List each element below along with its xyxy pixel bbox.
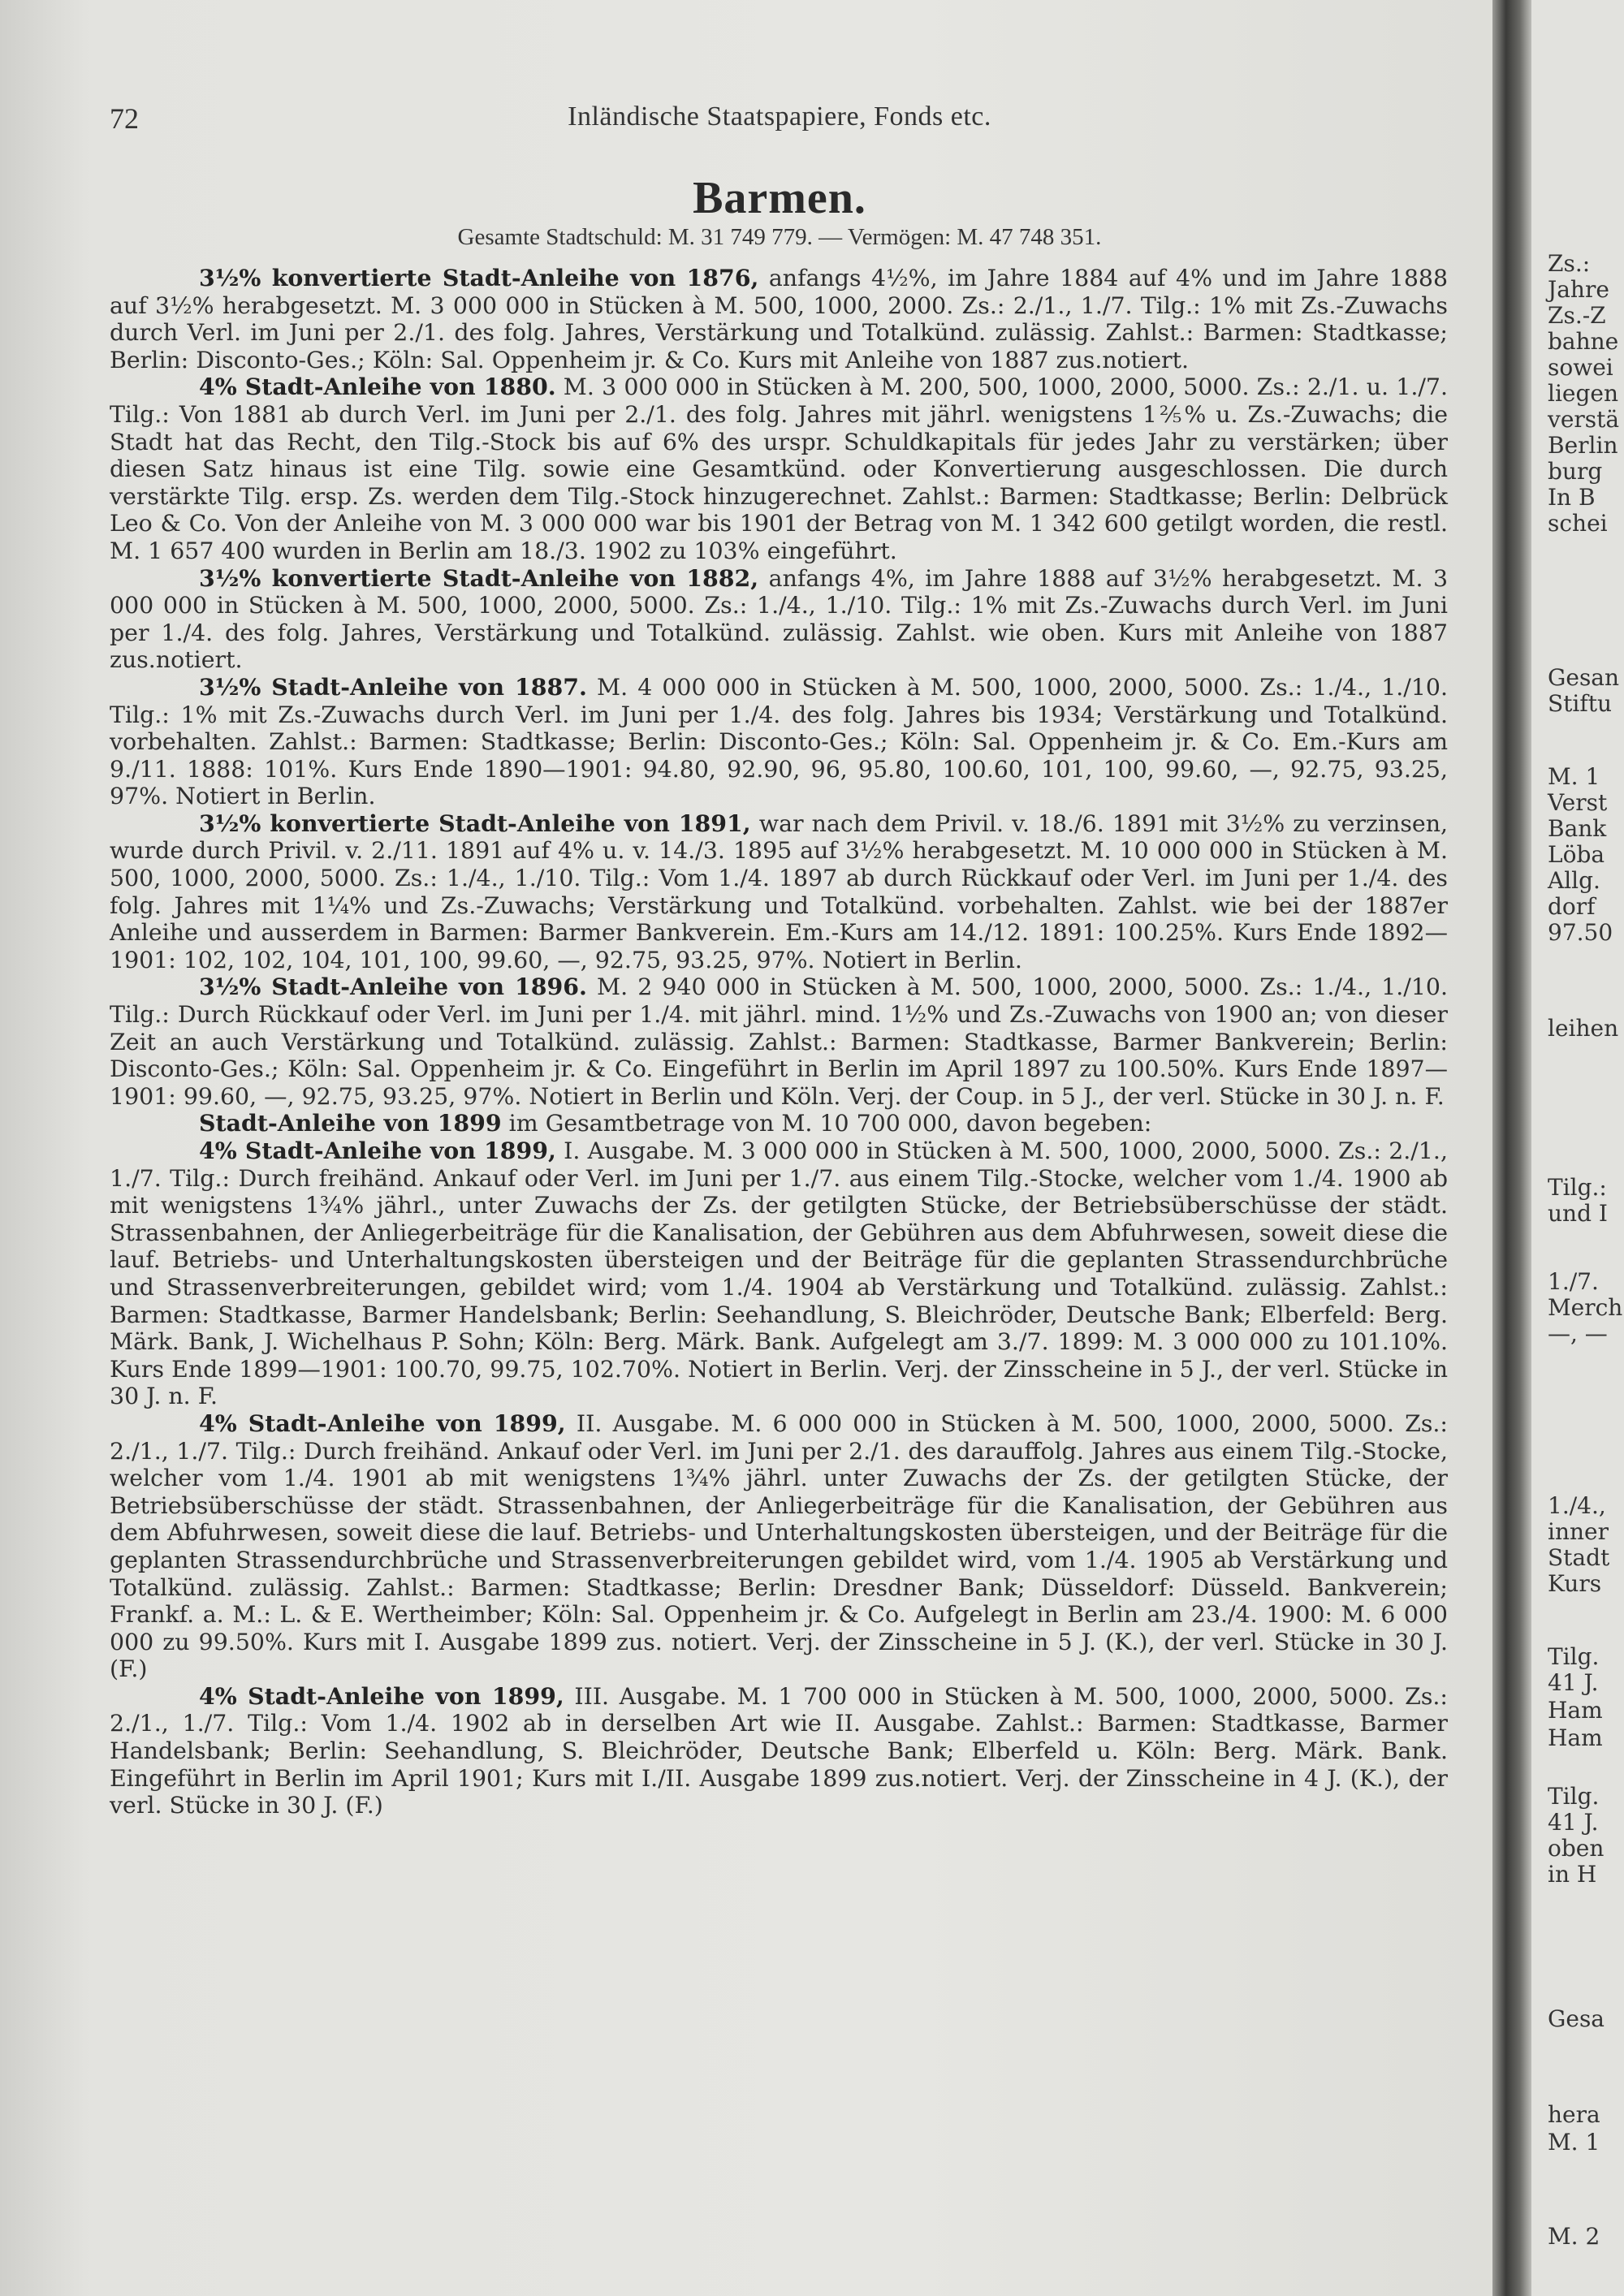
adjacent-fragment: 41 J.: [1548, 1809, 1599, 1836]
adjacent-fragment: sowei: [1548, 354, 1613, 381]
adjacent-fragment: Jahre: [1548, 276, 1609, 303]
paragraph: [110, 265, 1448, 373]
paragraph-text: M. 3 000 000 in Stücken à M. 200, 500, 1000, 2000, 5000. Zs.: 2./1. u. 1./7. Tilg.: Von 1881 ab durch Verl. im Juni per 2./1. des folg. Jahres mit jährl. wenigstens 1⅖% u. Zs.-Zuwachs; die Stadt hat das Recht, den Tilg.-Stock bis auf 6% des urspr. Schuldkapitals für jedes Jahr zu verstärken; über diesen Satz hinaus ist eine Tilg. sowie eine Gesamtkünd. oder Konvertierung ausgeschlossen. Die durch verstärkte Tilg. ersp. Zs. werden dem Tilg.-Stock hinzugerechnet. Zahlst.: Barmen: Stadtkasse; Berlin: Delbrück Leo & Co. Von der Anleihe von M. 3 000 000 war bis 1901 der Betrag von M. 1 342 600 getilgt worden, die restl. M. 1 657 400 wurden in Berlin am 18./3. 1902 zu 103% eingeführt.: [110, 373, 1448, 564]
adjacent-fragment: hera: [1548, 2101, 1600, 2128]
adjacent-fragment: Tilg.: [1548, 1643, 1600, 1670]
adjacent-fragment: Zs.-Z: [1548, 302, 1606, 329]
paragraph-heading: 4% Stadt-Anleihe von 1899,: [199, 1137, 556, 1164]
adjacent-fragment: Stadt: [1548, 1544, 1610, 1571]
paragraph-heading: 4% Stadt-Anleihe von 1899,: [199, 1681, 564, 1710]
text-body: [110, 265, 1448, 1819]
adjacent-fragment: In B: [1548, 484, 1596, 511]
paragraph-heading: 3½% Stadt-Anleihe von 1887.: [199, 672, 587, 701]
adjacent-fragment: inner: [1548, 1518, 1609, 1545]
paragraph-heading: Stadt-Anleihe von 1899: [199, 1109, 502, 1137]
section-title: Barmen.: [693, 173, 866, 223]
adjacent-fragment: Stiftu: [1548, 690, 1613, 717]
paragraph: [110, 810, 1448, 974]
page-number: 72: [110, 102, 139, 135]
paragraph: [110, 1110, 1448, 1137]
adjacent-fragment: leihen: [1548, 1015, 1619, 1042]
adjacent-fragment: Berlin: [1548, 432, 1618, 459]
paragraph-heading: 3½% konvertierte Stadt-Anleihe von 1891,: [199, 809, 751, 837]
adjacent-fragment: M. 2: [1548, 2223, 1600, 2250]
section-subtitle: Gesamte Stadtschuld: M. 31 749 779. — Vermögen: M. 47 748 351.: [457, 224, 1102, 250]
paragraph-heading: 3½% Stadt-Anleihe von 1896.: [199, 973, 587, 1001]
page-header: [110, 101, 1449, 142]
adjacent-fragment: in H: [1548, 1861, 1597, 1888]
adjacent-fragment: Zs.:: [1548, 250, 1591, 277]
adjacent-fragment: verstä: [1548, 406, 1620, 433]
adjacent-fragment: bahne: [1548, 328, 1619, 355]
adjacent-fragment: 41 J.: [1548, 1669, 1599, 1696]
adjacent-fragment: Ham: [1548, 1697, 1603, 1724]
adjacent-fragment: oben: [1548, 1835, 1605, 1862]
adjacent-fragment: Merch: [1548, 1294, 1623, 1321]
paragraph: [110, 373, 1448, 564]
paragraph-text: III. Ausgabe. M. 1 700 000 in Stücken à M. 500, 1000, 2000, 5000. Zs.: 2./1., 1./7. Tilg.: Vom 1./4. 1902 ab in derselben Art wie II. Ausgabe. Zahlst.: Barmen: Stadtkasse, Barmer Handelsbank; Berlin: Seehandlung, S. Bleichröder, Deutsche Bank; Elberfeld u. Köln: Berg. Märk. Bank. Eingeführt in Berlin im April 1901; Kurs mit I./II. Ausgabe 1899 zus.notiert. Verj. der Zinsscheine in 4 J. (K.), der verl. Stücke in 30 J. (F.): [110, 1682, 1448, 1819]
paragraph: [110, 1683, 1448, 1819]
paragraph-text: war nach dem Privil. v. 18./6. 1891 mit 3½% zu verzinsen, wurde durch Privil. v. 2./11. 1891 auf 4% u. v. 14./3. 1895 auf 3½% herabgesetzt. M. 10 000 000 in Stücken à M. 500, 1000, 2000, 5000. Zs.: 1./4., 1./10. Tilg.: Vom 1./4. 1897 ab durch Rückkauf oder Verl. im Juni per 1./4. des folg. Jahres mit 1¼% und Zs.-Zuwachs; Verstärkung und Totalkünd. vorbehalten. Zahlst. wie bei der 1887er Anleihe und ausserdem in Barmen: Barmer Bankverein. Em.-Kurs am 14./12. 1891: 100.25%. Kurs Ende 1892—1901: 102, 102, 104, 101, 100, 99.60, —, 92.75, 93.25, 97%. Notiert in Berlin.: [110, 809, 1449, 973]
paragraph-heading: 4% Stadt-Anleihe von 1880.: [199, 373, 556, 401]
adjacent-fragment: schei: [1548, 510, 1608, 537]
paragraph-heading: 3½% konvertierte Stadt-Anleihe von 1876,: [199, 264, 759, 291]
paragraph-text: M. 4 000 000 in Stücken à M. 500, 1000, 2000, 5000. Zs.: 1./4., 1./10. Tilg.: 1% mit Zs.-Zuwachs durch Verl. im Juni per 1./4. des folg. Jahres bis 1934; Verstärkung und Totalkünd. vorbehalten. Zahlst.: Barmen: Stadtkasse; Berlin: Disconto-Ges.; Köln: Sal. Oppenheim jr. & Co. Em.-Kurs am 9./11. 1888: 101%. Kurs Ende 1890—1901: 94.80, 92.90, 96, 95.80, 100.60, 101, 100, 99.60, —, 92.75, 93.25, 97%. Notiert in Berlin.: [110, 673, 1448, 810]
running-head: Inländische Staatspapiere, Fonds etc.: [568, 101, 991, 132]
book-gutter: [1492, 0, 1531, 2296]
adjacent-fragment: 97.50: [1548, 919, 1613, 946]
paragraph-text: anfangs 4%, im Jahre 1888 auf 3½% herabgesetzt. M. 3 000 000 in Stücken à M. 500, 1000, 2000, 5000. Zs.: 1./4., 1./10. Tilg.: 1% mit Zs.-Zuwachs durch Verl. im Juni per 1./4. des folg. Jahres, Verstärkung und Totalkünd. zulässig. Zahlst. wie oben. Kurs mit Anleihe von 1887 zus.notiert.: [110, 564, 1449, 674]
paragraph-heading: 4% Stadt-Anleihe von 1899,: [199, 1409, 566, 1437]
adjacent-fragment: 1./7.: [1548, 1268, 1599, 1295]
adjacent-fragment: Verst: [1548, 789, 1608, 816]
adjacent-fragment: burg: [1548, 458, 1603, 485]
adjacent-page: [1531, 0, 1624, 2296]
adjacent-fragment: M. 1: [1548, 763, 1600, 790]
paragraph: [110, 1410, 1448, 1683]
paragraph: [110, 1137, 1448, 1410]
adjacent-fragment: Bank: [1548, 815, 1607, 842]
adjacent-fragment: und I: [1548, 1200, 1608, 1227]
paragraph-text: anfangs 4½%, im Jahre 1884 auf 4% und im Jahre 1888 auf 3½% herabgesetzt. M. 3 000 000 in Stücken à M. 500, 1000, 2000. Zs.: 2./1., 1./7. Tilg.: 1% mit Zs.-Zuwachs durch Verl. im Juni per 2./1. des folg. Jahres, Verstärkung und Totalkünd. zulässig. Zahlst.: Barmen: Stadtkasse; Berlin: Disconto-Ges.; Köln: Sal. Oppenheim jr. & Co. Kurs mit Anleihe von 1887 zus.notiert.: [110, 265, 1449, 373]
paragraph: [110, 674, 1448, 810]
adjacent-fragment: dorf: [1548, 893, 1596, 920]
adjacent-fragment: Löba: [1548, 841, 1605, 868]
paragraph-text: im Gesamtbetrage von M. 10 700 000, davon begeben:: [501, 1110, 1152, 1137]
adjacent-fragment: Tilg.:: [1548, 1174, 1607, 1201]
adjacent-fragment: —, —: [1548, 1320, 1608, 1347]
paragraph-heading: 3½% konvertierte Stadt-Anleihe von 1882,: [199, 563, 759, 592]
adjacent-fragment: 1./4.,: [1548, 1492, 1606, 1519]
paragraph-text: I. Ausgabe. M. 3 000 000 in Stücken à M. 500, 1000, 2000, 5000. Zs.: 2./1., 1./7. Tilg.: Durch freihänd. Ankauf oder Verl. im Juni per 1./7. aus einem Tilg.-Stocke, welcher vom 1./4. 1900 ab mit wenigstens 1¾% jährl., unter Zuwachs der Zs. der getilgten Stücke, der Betriebsüberschüsse der städt. Strassenbahnen, der Anliegerbeiträge für die Kanalisation, der Gebühren aus dem Abfuhrwesen, soweit diese die lauf. Betriebs- und Unterhaltungskosten übersteigen und der Beiträge für die geplanten Strassendurchbrüche und Strassenverbreiterungen, gebildet wird; vom 1./4. 1904 ab Verstärkung und Totalkünd. zulässig. Zahlst.: Barmen: Stadtkasse, Barmer Handelsbank; Berlin: Seehandlung, S. Bleichröder, Deutsche Bank; Elberfeld: Berg. Märk. Bank, J. Wichelhaus P. Sohn; Köln: Berg. Märk. Bank. Aufgelegt am 3./7. 1899: M. 3 000 000 zu 101.10%. Kurs Ende 1899—1901: 100.70, 99.75, 102.70%. Notiert in Berlin. Verj. der Zinsscheine in 5 J., der verl. Stücke in 30 J. n. F.: [110, 1137, 1448, 1410]
adjacent-fragment: M. 1: [1548, 2129, 1600, 2156]
paragraph: [110, 973, 1448, 1110]
adjacent-fragment: Allg.: [1548, 867, 1600, 894]
adjacent-fragment: Gesa: [1548, 2005, 1605, 2032]
adjacent-fragment: liegen: [1548, 380, 1619, 407]
adjacent-fragment: Tilg.: [1548, 1783, 1600, 1810]
paragraph: [110, 565, 1448, 674]
adjacent-fragment: Kurs: [1548, 1570, 1602, 1597]
paragraph-text: II. Ausgabe. M. 6 000 000 in Stücken à M. 500, 1000, 2000, 5000. Zs.: 2./1., 1./7. Tilg.: Durch freihänd. Ankauf oder Verl. im Juni per 2./1. des darauffolg. Jahres aus einem Tilg.-Stocke, welcher vom 1./4. 1901 ab mit wenigstens 1¾% jährl. unter Zuwachs der Zs. der getilgten Stücke, der Betriebsüberschüsse der städt. Strassenbahnen, der Anliegerbeiträge für die Kanalisation, der Gebühren aus dem Abfuhrwesen, soweit diese die lauf. Betriebs- und Unterhaltungskosten übersteigen, und der Beiträge für die geplanten Strassendurchbrüche und Strassenverbreiterungen gebildet wird, vom 1./4. 1905 ab Verstärkung und Totalkünd. zulässig. Zahlst.: Barmen: Stadtkasse; Berlin: Dresdner Bank; Düsseldorf: Düsseld. Bankverein; Frankf. a. M.: L. & E. Wertheimber; Köln: Sal. Oppenheim jr. & Co. Aufgelegt in Berlin am 23./4. 1900: M. 6 000 000 zu 99.50%. Kurs mit I. Ausgabe 1899 zus. notiert. Verj. der Zinsscheine in 5 J. (K.), der verl. Stücke in 30 J. (F.): [110, 1409, 1448, 1683]
paragraph-text: M. 2 940 000 in Stücken à M. 500, 1000, 2000, 5000. Zs.: 1./4., 1./10. Tilg.: Durch Rückkauf oder Verl. im Juni per 1./4. mit jährl. mind. 1½% und Zs.-Zuwachs von 1900 an; von dieser Zeit an auch Verstärkung und Totalkünd. zulässig. Zahlst.: Barmen: Stadtkasse, Barmer Bankverein; Berlin: Disconto-Ges.; Köln: Sal. Oppenheim jr. & Co. Eingeführt in Berlin im April 1897 zu 100.50%. Kurs Ende 1897—1901: 99.60, —, 92.75, 93.25, 97%. Notiert in Berlin und Köln. Verj. der Coup. in 5 J., der verl. Stücke in 30 J. n. F.: [110, 973, 1448, 1110]
adjacent-fragment: Gesan: [1548, 664, 1620, 691]
adjacent-fragment: Ham: [1548, 1724, 1603, 1751]
